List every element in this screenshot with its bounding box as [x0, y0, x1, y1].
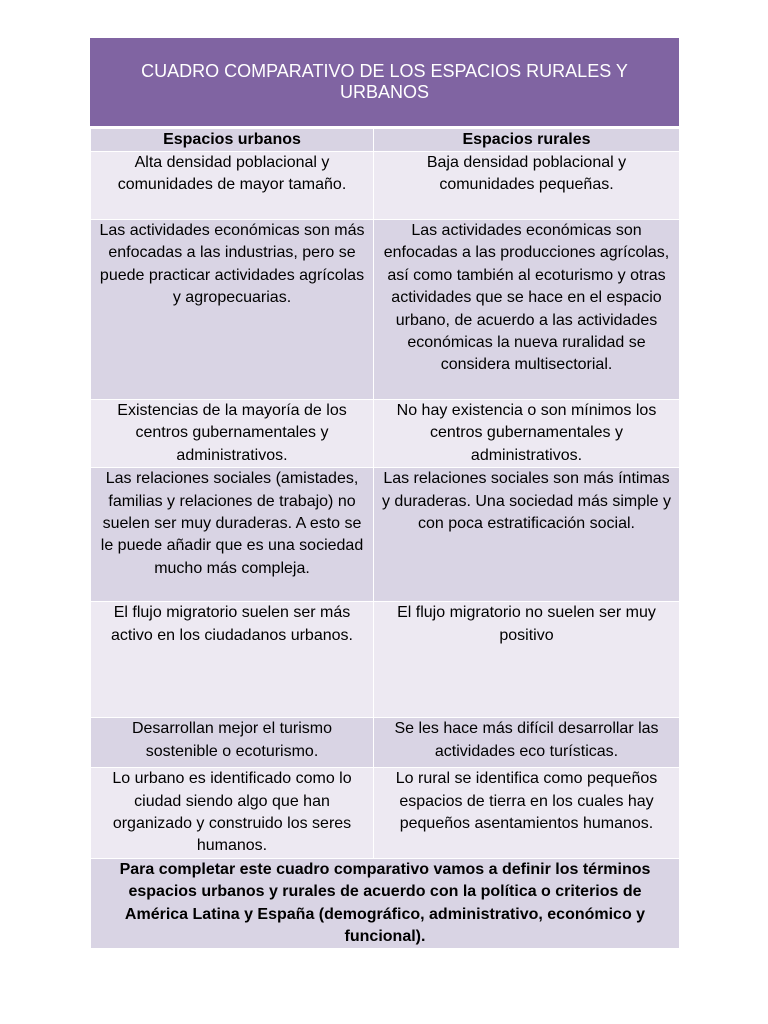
comparison-table: [90, 128, 680, 949]
rural-cell: El flujo migratorio no suelen ser muy positivo: [374, 602, 680, 718]
header-row: [91, 129, 680, 152]
urban-cell: Existencias de la mayoría de los centros gubernamentales y administrativos.: [91, 400, 374, 468]
table-row: [91, 768, 680, 859]
table-row: [91, 602, 680, 718]
rural-cell: Se les hace más difícil desarrollar las actividades eco turísticas.: [374, 718, 680, 768]
urban-cell: Desarrollan mejor el turismo sostenible o ecoturismo.: [91, 718, 374, 768]
footer-row: [91, 858, 680, 949]
rural-cell: Baja densidad poblacional y comunidades pequeñas.: [374, 152, 680, 220]
table-row: [91, 400, 680, 468]
rural-cell: No hay existencia o son mínimos los centros gubernamentales y administrativos.: [374, 400, 680, 468]
urban-cell: El flujo migratorio suelen ser más activo en los ciudadanos urbanos.: [91, 602, 374, 718]
rural-cell: Lo rural se identifica como pequeños espacios de tierra en los cuales hay pequeños asentamientos humanos.: [374, 768, 680, 859]
urban-cell: Alta densidad poblacional y comunidades de mayor tamaño.: [91, 152, 374, 220]
comparison-sheet: [90, 38, 679, 949]
rural-cell: Las relaciones sociales son más íntimas y duraderas. Una sociedad más simple y con poca estratificación social.: [374, 468, 680, 602]
urban-cell: Las actividades económicas son más enfocadas a las industrias, pero se puede practicar actividades agrícolas y agropecuarias.: [91, 220, 374, 400]
table-row: [91, 152, 680, 220]
header-urban: Espacios urbanos: [91, 129, 374, 152]
table-row: [91, 220, 680, 400]
header-rural: Espacios rurales: [374, 129, 680, 152]
footer-note: Para completar este cuadro comparativo vamos a definir los términos espacios urbanos y rurales de acuerdo con la política o criterios de América Latina y España (demográfico, administrativo, económico y funcional).: [91, 858, 680, 949]
table-row: [91, 468, 680, 602]
table-title: CUADRO COMPARATIVO DE LOS ESPACIOS RURALES Y URBANOS: [90, 38, 679, 128]
urban-cell: Las relaciones sociales (amistades, familias y relaciones de trabajo) no suelen ser muy duraderas. A esto se le puede añadir que es una sociedad mucho más compleja.: [91, 468, 374, 602]
table-row: [91, 718, 680, 768]
urban-cell: Lo urbano es identificado como lo ciudad siendo algo que han organizado y construido los seres humanos.: [91, 768, 374, 859]
rural-cell: Las actividades económicas son enfocadas a las producciones agrícolas, así como también al ecoturismo y otras actividades que se hace en el espacio urbano, de acuerdo a las actividades económicas la nueva ruralidad se considera multisectorial.: [374, 220, 680, 400]
